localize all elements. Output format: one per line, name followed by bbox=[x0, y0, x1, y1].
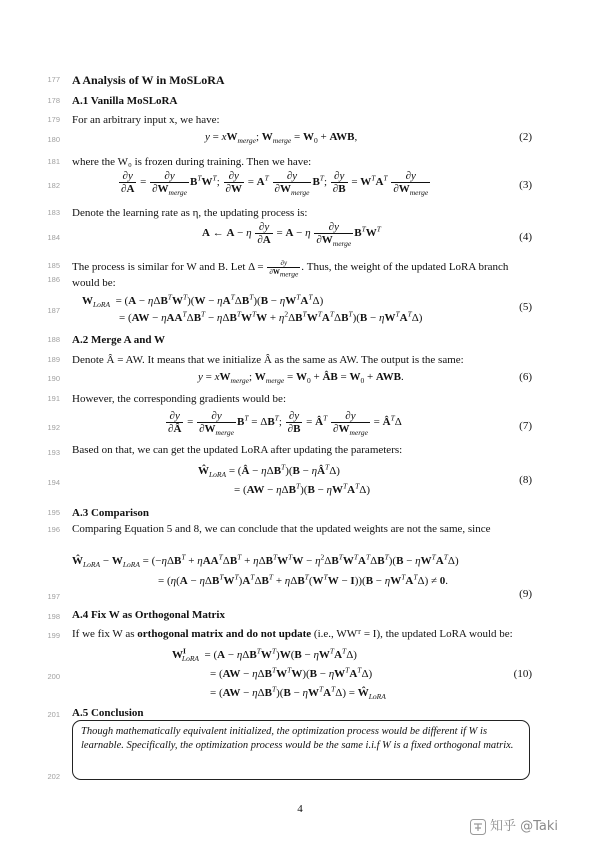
equation-4: A ← A − η $\frac{\partial y}{\partial A}$ = A − η $\frac{\partial y}{\partial W_{merge}}$ $B^TW^T$ bbox=[202, 221, 381, 249]
line-number: 184 bbox=[47, 233, 60, 242]
watermark-text: 知乎 @Taki bbox=[490, 819, 559, 834]
equation-9: $Ŵ_{LoRA} - W_{LoRA} = (-\eta\Delta B^T + \eta AA^T\Delta B^T + \eta\Delta B^TW^TW - \eta^2\Delta B^TW^TA^T\Delta B^T)(B - \eta W^TA^T\Delta)$ = $(\eta(A - \eta\Delta B^TW^T)A^T\Delta B^T + \eta\Delta B^T(W^TW - I))(B - \eta W^TA^T\Delta) \ne 0$. bbox=[72, 552, 459, 587]
line-number: 177 bbox=[47, 75, 60, 84]
line-number: 194 bbox=[47, 478, 60, 487]
line-number: 198 bbox=[47, 612, 60, 621]
equation-7: $\frac{\partial y}{\partial Â}$ = $\frac{\partial y}{\partial W_{merge}}$ $B^T = \Delta B^T$; $\frac{\partial y}{\partial B}$ = $Â^T$ $\frac{\partial y}{\partial W_{merge}}$ = $Â^T\Delta$ bbox=[168, 410, 402, 438]
section-a2-title: A.2 Merge A and W bbox=[72, 334, 165, 346]
equation-number: (6) bbox=[519, 371, 532, 383]
equation-number: (4) bbox=[519, 231, 532, 243]
equation-8: $Ŵ_{LoRA}$ = (Â − $\eta\Delta B^T)(B - \eta Â^T\Delta)$ = $(AW - \eta\Delta B^T)(B - \eta W^TA^T\Delta)$ bbox=[198, 462, 371, 496]
equation-number: (2) bbox=[519, 131, 532, 143]
equation-10: $W^I_{LoRA} = (A - \eta\Delta B^TW^T)W(B - \eta W^TA^T\Delta)$ = $(AW - \eta\Delta B^TW^TW)(B - \eta W^TA^T\Delta)$ = $(AW - \eta\Delta B^T)(B - \eta W^TA^T\Delta)$ = $Ŵ_{LoRA}$ bbox=[172, 646, 386, 702]
equation-6: $y = xW_{merge}$; $W_{merge} = W_0$ + ÂB = $W_0$ + AWB. bbox=[198, 371, 404, 386]
line-number: 196 bbox=[47, 525, 60, 534]
paragraph: For an arbitrary input x, we have: bbox=[72, 114, 220, 126]
page-number: 4 bbox=[297, 803, 303, 815]
line-number: 182 bbox=[47, 181, 60, 190]
line-number: 178 bbox=[47, 96, 60, 105]
section-a4-title: A.4 Fix W as Orthogonal Matrix bbox=[72, 609, 225, 621]
line-number: 195 bbox=[47, 508, 60, 517]
line-number: 197 bbox=[47, 592, 60, 601]
line-number: 199 bbox=[47, 631, 60, 640]
paragraph-part: (i.e., WWᵀ = I), the updated LoRA would be: bbox=[311, 628, 513, 640]
line-number: 189 bbox=[47, 355, 60, 364]
paragraph: Denote the learning rate as η, the updating process is: bbox=[72, 207, 308, 219]
equation-5: $W_{LoRA} = (A - \eta\Delta B^TW^T)(W - \eta A^T\Delta B^T)(B - \eta W^TA^T\Delta)$ = $(AW - \eta AA^T\Delta B^T - \eta\Delta B^TW^TW + \eta^2\Delta B^TW^TA^T\Delta B^T)(B - \eta W^TA^T\Delta)$ bbox=[82, 292, 423, 324]
section-a1-title: A.1 Vanilla MoSLoRA bbox=[72, 95, 178, 107]
conclusion-box: Though mathematically equivalent initialized, the optimization process would be different if W is learnable. Specifically, the optimization process would be the same i.i.f W is a fixed orthogonal matrix. bbox=[72, 720, 530, 780]
line-number: 186 bbox=[47, 275, 60, 284]
paragraph bbox=[72, 627, 542, 641]
line-number: 180 bbox=[47, 135, 60, 144]
paragraph-part: If we fix W as bbox=[72, 628, 138, 640]
delta-fraction: $\frac{\partial y}{\partial W_{merge}}$ bbox=[269, 259, 299, 279]
paragraph: However, the corresponding gradients would be: bbox=[72, 393, 287, 405]
equation-2: $y = xW_{merge}$; $W_{merge} = W_0$ + AWB, bbox=[205, 131, 358, 146]
paragraph bbox=[72, 259, 532, 290]
line-number: 185 bbox=[47, 261, 60, 270]
paragraph-emphasis: orthogonal matrix and do not update bbox=[137, 628, 312, 640]
equation-number: (8) bbox=[519, 474, 532, 486]
line-number: 188 bbox=[47, 335, 60, 344]
equation-number: (7) bbox=[519, 420, 532, 432]
paragraph-part: The process is similar for W and B. Let Δ = bbox=[72, 261, 264, 274]
section-a3-title: A.3 Comparison bbox=[72, 507, 150, 519]
paragraph: Comparing Equation 5 and 8, we can conclude that the updated weights are not the same, since bbox=[72, 523, 491, 535]
appendix-title: A Analysis of W in MoSLoRA bbox=[72, 73, 225, 87]
paragraph: Based on that, we can get the updated LoRA after updating the parameters: bbox=[72, 444, 403, 456]
line-number: 181 bbox=[47, 157, 60, 166]
paragraph: where the W₀ is frozen during training. Then we have: bbox=[72, 156, 312, 168]
line-number: 191 bbox=[47, 394, 60, 403]
line-number: 200 bbox=[47, 672, 60, 681]
equation-number: (9) bbox=[519, 588, 532, 600]
line-number: 190 bbox=[47, 374, 60, 383]
watermark bbox=[470, 815, 558, 835]
paragraph: Denote Â = AW. It means that we initialize Â as the same as AW. The output is the same: bbox=[72, 354, 464, 366]
line-number: 183 bbox=[47, 208, 60, 217]
zhihu-logo-icon bbox=[470, 819, 486, 835]
line-number: 193 bbox=[47, 448, 60, 457]
equation-3: $\frac{\partial y}{\partial A}$ = $\frac{\partial y}{\partial W_{merge}}$ $B^TW^T$; $\frac{\partial y}{\partial W}$ = $A^T$ $\frac{\partial y}{\partial W_{merge}}$ $B^T$; $\frac{\partial y}{\partial B}$ = $W^TA^T$ $\frac{\partial y}{\partial W_{merge}}$ bbox=[121, 170, 429, 198]
equation-number: (5) bbox=[519, 301, 532, 313]
line-number: 201 bbox=[47, 710, 60, 719]
equation-number: (10) bbox=[513, 668, 532, 680]
line-number: 179 bbox=[47, 115, 60, 124]
paragraph-part: . Thus, the weight of the updated LoRA branch would be: bbox=[72, 261, 509, 289]
equation-number: (3) bbox=[519, 179, 532, 191]
line-number: 192 bbox=[47, 423, 60, 432]
section-a5-title: A.5 Conclusion bbox=[72, 707, 144, 719]
line-number: 187 bbox=[47, 306, 60, 315]
line-number: 202 bbox=[47, 772, 60, 781]
